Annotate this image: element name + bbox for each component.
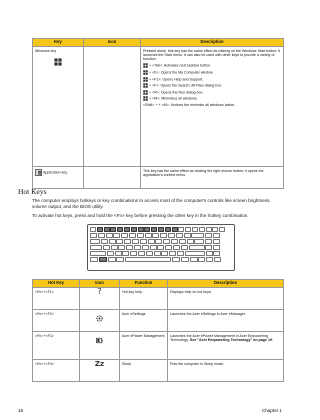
combo-text: + <M>: Minimizes all windows. (149, 96, 198, 101)
header-function: Function (120, 280, 168, 288)
windows-logo-icon (143, 90, 148, 95)
table-header-row (33, 39, 284, 47)
table-row (33, 167, 284, 189)
windows-logo-icon (143, 77, 148, 82)
combo-text: + <Tab>: Activates next taskbar button. (149, 63, 212, 68)
description-cell: Displays help on hot keys. (168, 288, 284, 310)
table-header-row (33, 280, 284, 288)
header-icon: Icon (84, 39, 141, 47)
header-description: Description (141, 39, 284, 47)
combo-item (143, 70, 281, 75)
combo-item (143, 96, 281, 101)
icon-cell (80, 332, 120, 360)
table-row (33, 332, 284, 360)
combo-text: + <F>: Opens the Search: All Files dialog box. (149, 83, 223, 88)
description-cell (168, 332, 284, 360)
icon-cell (84, 47, 141, 167)
page-number: 16 (18, 408, 24, 413)
application-key-icon (35, 169, 42, 176)
table-row (33, 288, 284, 310)
icon-cell (84, 167, 141, 189)
table-row (33, 360, 284, 382)
windows-logo-icon (54, 58, 62, 66)
header-key: Key (33, 39, 84, 47)
help-icon: ? (80, 288, 120, 310)
windows-keys-table (32, 38, 284, 189)
key-name: Application key (43, 169, 68, 174)
icon-cell (80, 310, 120, 332)
hotkey-cell: <Fn>+<F4> (33, 360, 80, 382)
description-cell (141, 47, 284, 167)
table-row (33, 310, 284, 332)
function-cell: Acer ePower Management (120, 332, 168, 360)
combo-text: + <F1>: Opens Help and Support. (149, 76, 204, 81)
hotkeys-table (32, 279, 284, 382)
windows-logo-icon (143, 83, 148, 88)
hotkeys-activate-paragraph: To activate hot keys, press and hold the <Fn> key before pressing the other key in the hotkey combination. (32, 213, 249, 218)
section-heading: Hot Keys (18, 187, 47, 196)
hotkey-cell: <Fn>+<F1> (33, 288, 80, 310)
settings-icon (95, 314, 104, 323)
windows-logo-icon (143, 96, 148, 101)
see-reference: See "Acer Empowering Technology" on page 19. (189, 337, 273, 342)
power-management-icon (95, 336, 104, 345)
combo-item (143, 63, 281, 68)
table-row (33, 47, 284, 167)
function-cell: Hot key help (120, 288, 168, 310)
key-cell (33, 167, 84, 189)
header-icon: Icon (80, 280, 120, 288)
sleep-icon: Zz (80, 360, 120, 382)
key-name: Windows key (35, 48, 57, 53)
combo-item (143, 77, 281, 82)
key-cell (33, 47, 84, 167)
combo-item (143, 90, 281, 95)
description-text: Launches the Acer ePower Management in Acer Empowering Technology. (170, 333, 268, 342)
header-description: Description (168, 280, 284, 288)
header-hot-key: Hot Key (33, 280, 80, 288)
hotkeys-intro-paragraph: The computer employs hotkeys or key combinations to access most of the computer's controls like screen brightness, volume output, and the BIOS utility. (32, 198, 271, 209)
windows-logo-icon (143, 70, 148, 75)
combo-text: + <R>: Opens the Run dialog box. (149, 90, 204, 95)
description-cell: Puts the computer in Sleep mode. (168, 360, 284, 382)
hotkey-cell: <Fn>+<F2> (33, 310, 80, 332)
chapter-label: Chapter 1 (261, 408, 282, 413)
description-cell: This key has the same effect as clicking the right mouse button; it opens the application's context menu. (141, 167, 284, 189)
function-cell: Acer eSettings (120, 310, 168, 332)
combo-text: + <E>: Opens the My Computer window (149, 70, 213, 75)
combo-item: <Shift> + + <M>: Undoes the minimize all windows action. (143, 102, 236, 107)
keyboard-illustration (87, 224, 235, 271)
description-intro: Pressed alone, this key has the same effect as clicking on the Windows Start button; it launches the Start menu. It can also be used with other keys to provide a variety of function: (143, 48, 280, 62)
hotkey-cell: <Fn>+<F3> (33, 332, 80, 360)
function-cell: Sleep (120, 360, 168, 382)
description-cell: Launches the Acer eSettings in Acer eManager. (168, 310, 284, 332)
combo-item (143, 83, 281, 88)
windows-logo-icon (143, 63, 148, 68)
